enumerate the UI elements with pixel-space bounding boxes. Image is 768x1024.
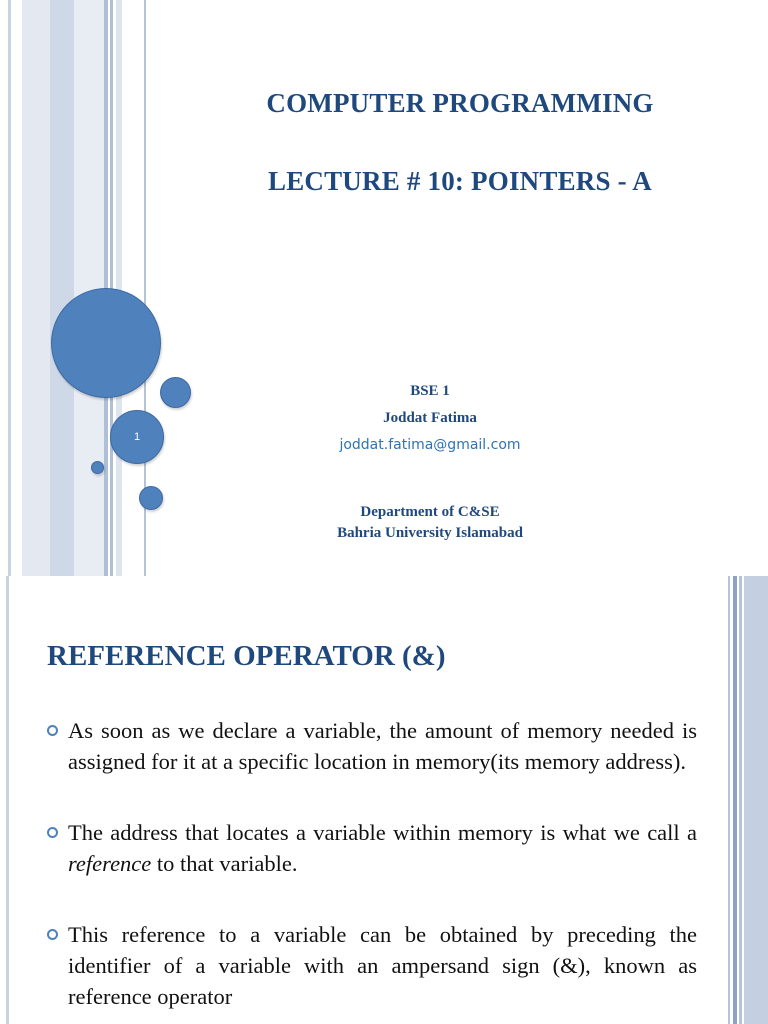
bullet-list	[47, 715, 697, 1024]
slide-number: 1	[133, 431, 141, 443]
slide-title: REFERENCE OPERATOR (&)	[47, 640, 446, 672]
bullet-emphasis: reference	[68, 851, 152, 876]
bullet-circle-icon	[47, 725, 58, 736]
bullet-circle-icon	[47, 929, 58, 940]
instructor-name: Joddat Fatima	[383, 410, 477, 426]
bullet-text: As soon as we declare a variable, the amount of memory needed is assigned for it at a specific location in memory(its memory address).	[68, 718, 697, 774]
course-title: COMPUTER PROGRAMMING	[266, 88, 654, 118]
bullet-item	[47, 715, 697, 777]
bullet-circle-icon	[47, 827, 58, 838]
university-name: Bahria University Islamabad	[337, 525, 523, 541]
tiny-circle-shape	[91, 461, 104, 474]
lecture-title: LECTURE # 10: POINTERS - A	[267, 166, 652, 196]
decorative-stripes	[728, 576, 768, 1024]
department-name: Department of C&SE	[360, 504, 500, 520]
bullet-item	[47, 919, 697, 1012]
decorative-stripes	[0, 0, 150, 576]
bullet-item	[47, 817, 697, 879]
class-name: BSE 1	[410, 383, 450, 399]
instructor-email: joddat.fatima@gmail.com	[339, 437, 521, 453]
bullet-text: The address that locates a variable within memory is what we call a	[68, 820, 697, 845]
left-edge-line	[6, 576, 9, 1024]
bullet-text: This reference to a variable can be obtained by preceding the identifier of a variable with an ampersand sign (&), known as reference operator	[68, 922, 697, 1009]
large-circle-shape	[51, 288, 161, 398]
content-slide	[0, 576, 768, 1024]
bullet-text-tail: to that variable.	[151, 851, 298, 876]
